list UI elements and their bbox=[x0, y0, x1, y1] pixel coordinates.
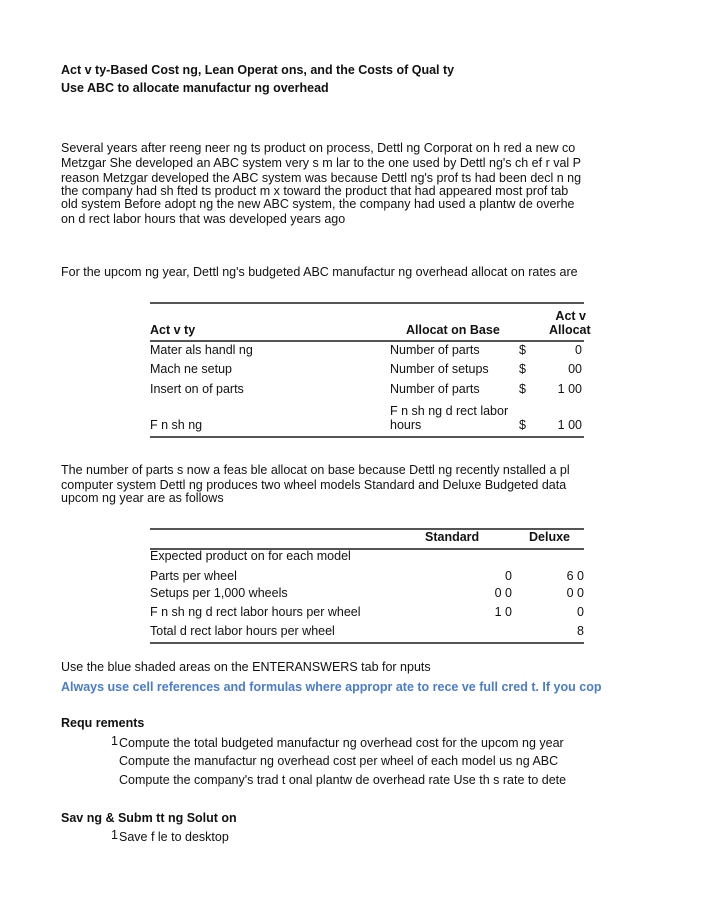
saving-number: 1 bbox=[111, 828, 118, 842]
activity-cell: Insert on of parts bbox=[150, 382, 244, 396]
intro-line: Metzgar She developed an ABC system very s m lar to the one used by Dettl ng's ch ef r val P bbox=[61, 156, 582, 170]
document-subtitle: Use ABC to allocate manufactur ng overhead bbox=[61, 81, 329, 95]
deluxe-cell: 6 0 bbox=[566, 569, 584, 583]
row-label: Parts per wheel bbox=[150, 569, 237, 583]
currency-cell: $ bbox=[519, 382, 526, 396]
col-base-header: Allocat on Base bbox=[406, 323, 500, 337]
row-label: Expected product on for each model bbox=[150, 549, 351, 563]
col-rate-header-2: Allocat bbox=[549, 323, 591, 337]
parts-line: The number of parts s now a feas ble allocat on base because Dettl ng recently nstalled a pl bbox=[61, 463, 570, 477]
activity-cell: Mach ne setup bbox=[150, 362, 232, 376]
col-rate-header-1: Act v bbox=[555, 309, 586, 323]
list-item: Compute the total budgeted manufactur ng overhead cost for the upcom ng year bbox=[119, 736, 564, 750]
table-rule-bottom bbox=[150, 436, 584, 438]
saving-heading: Sav ng & Subm tt ng Solut on bbox=[61, 811, 237, 825]
col-activity-header: Act v ty bbox=[150, 323, 196, 337]
table-rule-top bbox=[150, 302, 584, 304]
instruction-formulas: Always use cell references and formulas where appropr ate to rece ve full cred t. If you cop bbox=[61, 680, 602, 694]
currency-cell: $ bbox=[519, 343, 526, 357]
row-label: Total d rect labor hours per wheel bbox=[150, 624, 335, 638]
currency-cell: $ bbox=[519, 362, 526, 376]
standard-cell: 0 0 bbox=[494, 586, 512, 600]
col-deluxe-header: Deluxe bbox=[529, 530, 570, 544]
intro-line: Several years after reeng neer ng ts product on process, Dettl ng Corporat on h red a new co bbox=[61, 141, 576, 155]
parts-line: upcom ng year are as follows bbox=[61, 491, 224, 505]
list-item: Compute the manufactur ng overhead cost per wheel of each model us ng ABC bbox=[119, 754, 559, 768]
table-rule-bottom bbox=[150, 642, 584, 644]
rate-cell: 00 bbox=[568, 362, 582, 376]
activity-cell: Mater als handl ng bbox=[150, 343, 253, 357]
row-label: Setups per 1,000 wheels bbox=[150, 586, 288, 600]
document-title: Act v ty-Based Cost ng, Lean Operat ons, and the Costs of Qual ty bbox=[61, 63, 455, 77]
requirement-number: 1 bbox=[111, 734, 118, 748]
deluxe-cell: 0 bbox=[577, 605, 584, 619]
base-cell: Number of parts bbox=[390, 382, 480, 396]
parts-line: computer system Dettl ng produces two wheel models Standard and Deluxe Budgeted data bbox=[61, 478, 567, 492]
base-cell: F n sh ng d rect labor bbox=[390, 404, 509, 418]
base-cell: Number of setups bbox=[390, 362, 489, 376]
base-cell: hours bbox=[390, 418, 422, 432]
rate-cell: 0 bbox=[575, 343, 582, 357]
activity-cell: F n sh ng bbox=[150, 418, 203, 432]
row-label: F n sh ng d rect labor hours per wheel bbox=[150, 605, 361, 619]
standard-cell: 1 0 bbox=[494, 605, 512, 619]
rates-intro: For the upcom ng year, Dettl ng's budgeted ABC manufactur ng overhead allocat on rates are bbox=[61, 265, 578, 279]
intro-line: the company had sh fted ts product m x toward the product that had appeared most prof tab bbox=[61, 184, 569, 198]
base-cell: Number of parts bbox=[390, 343, 480, 357]
col-standard-header: Standard bbox=[425, 530, 480, 544]
saving-item: Save f le to desktop bbox=[119, 830, 229, 844]
requirements-heading: Requ rements bbox=[61, 716, 145, 730]
intro-line: reason Metzgar developed the ABC system was because Dettl ng's prof ts had been decl n ng bbox=[61, 171, 582, 185]
table-rule-top bbox=[150, 528, 584, 530]
standard-cell: 0 bbox=[505, 569, 512, 583]
instruction-inputs: Use the blue shaded areas on the ENTERANSWERS tab for nputs bbox=[61, 660, 431, 674]
rate-cell: 1 00 bbox=[557, 382, 582, 396]
currency-cell: $ bbox=[519, 418, 526, 432]
deluxe-cell: 8 bbox=[577, 624, 584, 638]
intro-line: on d rect labor hours that was developed years ago bbox=[61, 212, 346, 226]
rate-cell: 1 00 bbox=[557, 418, 582, 432]
intro-line: old system Before adopt ng the new ABC system, the company had used a plantw de overhe bbox=[61, 197, 575, 211]
deluxe-cell: 0 0 bbox=[566, 586, 584, 600]
table-rule-header bbox=[150, 340, 584, 342]
list-item: Compute the company's trad t onal plantw de overhead rate Use th s rate to dete bbox=[119, 773, 567, 787]
